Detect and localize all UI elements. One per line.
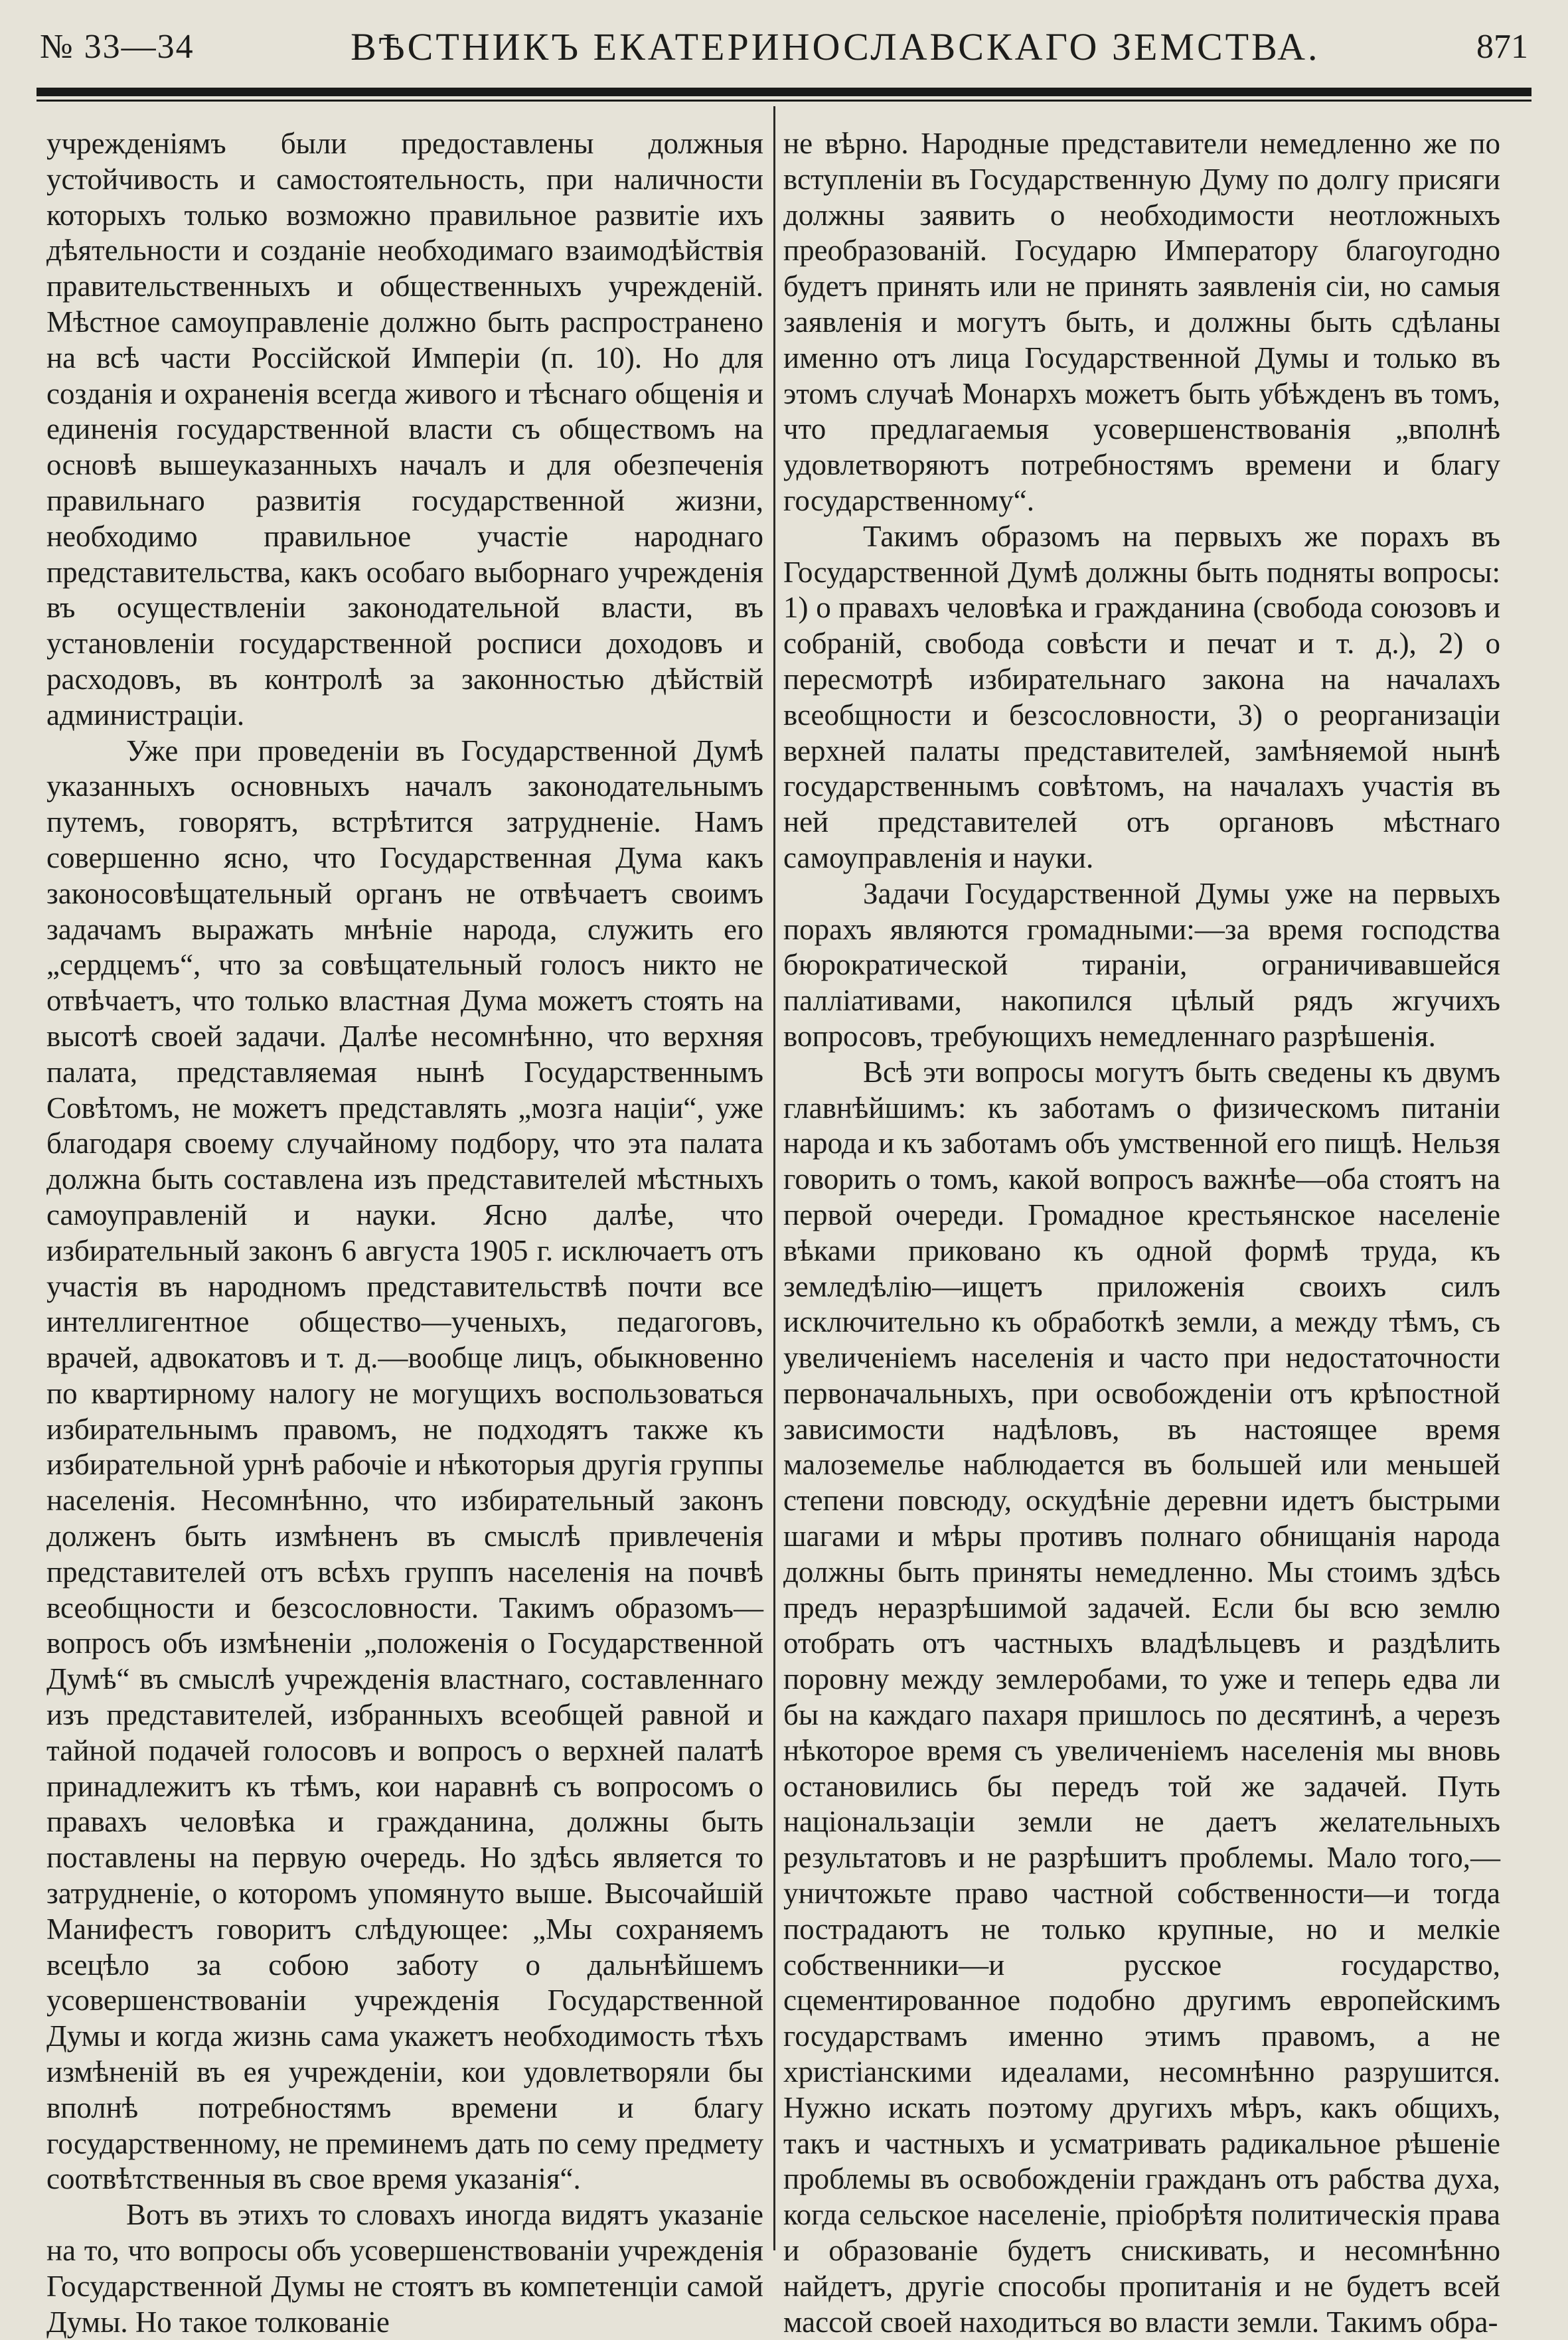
issue-number: № 33—34 xyxy=(40,27,195,66)
header-rule-thick xyxy=(37,88,1531,96)
page-number: 871 xyxy=(1476,27,1528,66)
paragraph: Всѣ эти вопросы могутъ быть сведены къ двумъ главнѣйшимъ: къ заботамъ о физическомъ питаніи народа и къ заботамъ объ умственной его пищѣ. Нельзя говорить о томъ, какой вопросъ важнѣе—оба стоятъ на первой очереди. Громадное крестьянское населеніе вѣками приковано къ одной формѣ труда, къ земледѣлію—ищетъ приложенія своихъ силъ исключительно къ обработкѣ земли, а между тѣмъ, съ увеличеніемъ населенія и часто при недостаточности первоначальныхъ, при освобожденіи отъ крѣпостной зависимости надѣловъ, въ настоящее время малоземелье наблюдается въ большей или меньшей степени повсюду, оскудѣніе деревни идетъ быстрыми шагами и мѣры противъ полнаго обнищанія народа должны быть приняты немедленно. Мы стоимъ здѣсь предъ неразрѣшимой задачей. Если бы всю землю отобрать отъ частныхъ владѣльцевъ и раздѣлить поровну между землеробами, то уже и теперь едва ли бы на каждаго пахаря пришлось по десятинѣ, а черезъ нѣкоторое время съ увеличеніемъ населенія мы вновь остановились бы передъ той же задачей. Путь національзаціи земли не даетъ желательныхъ результатовъ и не разрѣшитъ проблемы. Мало того,—уничтожьте право частной собственности—и тогда пострадаютъ не только крупные, но и мелкіе собственники—и русское государство, сцементированное подобно другимъ европейскимъ государствамъ именно этимъ правомъ, а не христіанскими идеалами, несомнѣнно разрушится. Нужно искать поэтому другихъ мѣръ, какъ общихъ, такъ и частныхъ и усматривать радикальное рѣшеніе проблемы въ освобожденіи гражданъ отъ рабства духа, когда сельское населеніе, пріобрѣтя политическія права и образованіе будетъ снискивать, и несомнѣнно найдетъ, другіе способы пропитанія и не будетъ всей массой своей находиться во власти земли. Такимъ обра- xyxy=(783,1055,1500,2339)
page-header xyxy=(40,20,1528,73)
header-rule-thin xyxy=(37,100,1531,102)
left-column xyxy=(46,126,763,2339)
paragraph: Уже при проведеніи въ Государственной Думѣ указанныхъ основныхъ началъ законодательнымъ путемъ, говорятъ, встрѣтится затрудненіе. Намъ совершенно ясно, что Государственная Дума какъ законосовѣщательный органъ не отвѣчаетъ своимъ задачамъ выражать мнѣніе народа, служить его „сердцемъ“, что за совѣщательный голосъ никто не отвѣчаетъ, что только властная Дума можетъ стоять на высотѣ своей задачи. Далѣе несомнѣнно, что верхняя палата, представляемая нынѣ Государственнымъ Совѣтомъ, не можетъ представлять „мозга націи“, уже благодаря своему случайному подбору, что эта палата должна быть составлена изъ представителей мѣстныхъ самоуправленій и науки. Ясно далѣе, что избирательный законъ 6 августа 1905 г. исключаетъ отъ участія въ народномъ представительствѣ почти все интеллигентное общество—ученыхъ, педагоговъ, врачей, адвокатовъ и т. д.—вообще лицъ, обыкновенно по квартирному налогу не могущихъ воспользоваться избирательнымъ правомъ, не подходятъ также къ избирательной урнѣ рабочіе и нѣкоторыя другія группы населенія. Несомнѣнно, что избирательный законъ долженъ быть измѣненъ въ смыслѣ привлеченія представителей отъ всѣхъ группъ населенія на почвѣ всеобщности и безсословности. Такимъ образомъ—вопросъ объ измѣненіи „положенія о Государственной Думѣ“ въ смыслѣ учрежденія властнаго, составленнаго изъ представителей, избранныхъ всеобщей равной и тайной подачей голосовъ и вопросъ о верхней палатѣ принадлежитъ къ тѣмъ, кои наравнѣ съ вопросомъ о правахъ человѣка и гражданина, должны быть поставлены на первую очередь. Но здѣсь является то затрудненіе, о которомъ упомянуто выше. Высочайшій Манифестъ говоритъ слѣдующее: „Мы сохраняемъ всецѣло за собою заботу о дальнѣйшемъ усовершенствованіи учрежденія Государственной Думы и когда жизнь сама укажетъ необходимость тѣхъ измѣненій въ ея учрежденіи, кои удовлетворяли бы вполнѣ потребностямъ времени и благу государственному, не преминемъ дать по сему предмету соотвѣтственныя въ свое время указанія“. xyxy=(46,734,763,2196)
column-divider xyxy=(773,106,775,2250)
right-column xyxy=(783,126,1500,2339)
paragraph: не вѣрно. Народные представители немедленно же по вступленіи въ Государственную Думу по долгу присяги должны заявить о необходимости неотложныхъ преобразованій. Государю Императору благоугодно будетъ принять или не принять заявленія сіи, но самыя заявленія и могутъ быть, и должны быть сдѣланы именно отъ лица Государственной Думы и только въ этомъ случаѣ Монархъ можетъ быть убѣжденъ въ томъ, что предлагаемыя усовершенствованія „вполнѣ удовлетворяютъ потребностямъ времени и благу государственному“. xyxy=(783,127,1500,517)
paragraph: учрежденіямъ были предоставлены должныя устойчивость и самостоятельность, при наличности которыхъ только возможно правильное развитіе ихъ дѣятельности и созданіе необходимаго взаимодѣйствія правительственныхъ и общественныхъ учрежденій. Мѣстное самоуправленіе должно быть распространено на всѣ части Россійской Имперіи (п. 10). Но для созданія и охраненія всегда живого и тѣснаго общенія и единенія государственной власти съ обществомъ на основѣ вышеуказанныхъ началъ и для обезпеченія правильнаго развитія государственной жизни, необходимо правильное участіе народнаго представительства, какъ особаго выборнаго учрежденія въ осуществленіи законодательной власти, въ установленіи государственной росписи доходовъ и расходовъ, въ контролѣ за законностью дѣйствій администраціи. xyxy=(46,127,763,732)
paragraph: Такимъ образомъ на первыхъ же порахъ въ Государственной Думѣ должны быть подняты вопросы: 1) о правахъ человѣка и гражданина (свобода союзовъ и собраній, свобода совѣсти и печат и т. д.), 2) о пересмотрѣ избирательнаго закона на началахъ всеобщности и безсословности, 3) о реорганизаціи верхней палаты представителей, замѣняемой нынѣ государственнымъ совѣтомъ, на началахъ участія въ ней представителей отъ органовъ мѣстнаго самоуправленія и науки. xyxy=(783,519,1500,874)
paragraph: Вотъ въ этихъ то словахъ иногда видятъ указаніе на то, что вопросы объ усовершенствованіи учрежденія Государственной Думы не стоятъ въ компетенціи самой Думы. Но такое толкованіе xyxy=(46,2198,763,2339)
paragraph: Задачи Государственной Думы уже на первыхъ порахъ являются громадными:—за время господства бюрократической тираніи, ограничивавшейся палліативами, накопился цѣлый рядъ жгучихъ вопросовъ, требующихъ немедленнаго разрѣшенія. xyxy=(783,876,1500,1053)
masthead-title: ВѢСТНИКЪ ЕКАТЕРИНОСЛАВСКАГО ЗЕМСТВА. xyxy=(351,25,1320,68)
